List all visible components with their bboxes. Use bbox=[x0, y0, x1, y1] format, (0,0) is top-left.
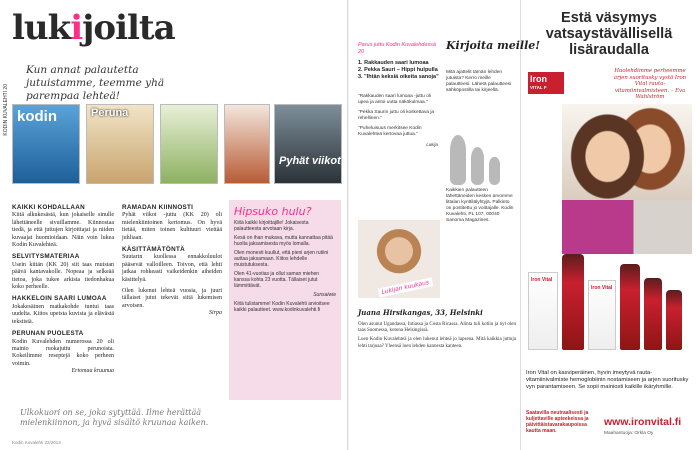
letters-column-1: KAIKKI KOHDALLAAN Kiitä alkukesästä, kun jokaiselle sinulle lähettäneelle sivuillamme. Kiinnostaa tiedä, ja että juttujen kirjoittajat ja niiden kuvaajat huomioidaan. Näin voin lukea Kodin Kuvalehteä. SELVITYSMATERIAA Usein kiitän (KK 20) siit taas muistan päävä kantavakolle. Nopeaa ja selkeää tietoa, joka tukee arkista tiedonhakua koko perheelle. HAKKELOIN SAARI LUMOAA Jokakesäinen matkakohde tuntui taas uudelta. Kiitos upeista kuvista ja elävästä tekstistä. PERUNAN PUOLESTA Kodin Kuvalehden numerossa 20 oli mainio ruokajuttu perunoista. Kokeilimme reseptejä koko perheen voimin. Ertomaa kruunua bbox=[12, 204, 114, 375]
top-list: 1. Rakkauden saari lumoaa 2. Pekka Sauri – Hippi hulpulla 3. "Ihtän keksiä oikeita sanoja" bbox=[358, 60, 439, 80]
page-gutter bbox=[347, 0, 349, 450]
ad-importer: Maahantuoja: Orkla Oy bbox=[604, 431, 654, 436]
write-to-us-title: Kirjoita meille! bbox=[446, 39, 541, 52]
signature: Ertomaa kruunua bbox=[71, 368, 114, 375]
page-footer: Kodin Kuvalehti 22/2013 bbox=[12, 440, 61, 445]
signature: Sirpa bbox=[208, 310, 222, 317]
write-to-us-body: Mitä ajattelit tämän lehden jutuista? Kerro meille palautteesi. Lähetä palautteesi sähköpostilla tai kirjeellä. bbox=[446, 70, 512, 93]
reader-quotes: "Rakkauden saari lumoaa -juttu oli upea ja antoi uutta näkökulmaa." "Pekka Saurin juttu oli koskettava ja rehellinen." "Puheluisuus merkitsee Kodin Kuvalehteä kertovaa juttua." Lukija bbox=[358, 94, 438, 147]
magazine-covers bbox=[12, 104, 342, 184]
reader-box-title: Hipsuko hulu? bbox=[234, 205, 312, 218]
ad-testimonial: Huolehdimme perheemme arjen suoritusky vystä Iron Vital rauta-vitamiinivalmisteen. – Eva Wahlström bbox=[613, 68, 687, 100]
section-lead: Kun annat palautetta jutuistamme, teemme yhä parempaa lehteä! bbox=[26, 64, 165, 102]
product-bottles: Iron Vital Iron Vital bbox=[528, 238, 688, 350]
prize-description: Kaikkien palautteen lähettäneiden kesken arvomme littalan kynttilälyhtyjä. Palkinto on postitettu jo voittajalle. Kodin Kuvalehti, PL 107, 00040 Sanoma Magazines. bbox=[446, 188, 514, 223]
ad-availability: Saatavilla neutraalisesti ja kuljettaville apteekeissa ja päivittäistavarakaupoissa kautta maan. bbox=[526, 410, 589, 434]
vertical-label: KODIN KUVALEHTI 20 bbox=[3, 84, 9, 136]
prize-lamps-image bbox=[444, 130, 516, 185]
ad-headline: Estä väsymys vatsaystävällisellä lisäraudalla bbox=[545, 10, 673, 58]
cover-2: Peruna bbox=[86, 104, 154, 184]
section-logo: lukijoilta bbox=[12, 8, 175, 48]
reader-box: Hipsuko hulu? Kiitä kaikki kirjoittajille! Jokaisesta palautteesta arvotaan kirja. Kesä on ihan mukava, mutta kannattaa pitää huolta jaksamisesta myös lomalla. Olen monesti kuullut, että pieni arjen rutiini auttaa jaksamaan. Kiitos lehdelle muistutuksesta. Olen 41-vuotias ja ollut saman miehen kanssa kohta 23 vuotta. Tällaiset jutut lämmittävät. Sunsaiwie Kiitä tulistamme! Kodin Kuvalehti arvioitsee kaikki palautteet. www.kodinkuvalehti.fi bbox=[229, 200, 341, 400]
ad-divider bbox=[520, 0, 521, 450]
cover-1: kodin bbox=[12, 104, 80, 184]
cover-3 bbox=[160, 104, 218, 184]
cover-5: Pyhät viikot bbox=[274, 104, 342, 184]
reader-name: Juana Hirsikangas, 33, Helsinki bbox=[358, 308, 483, 317]
popular-title: Parus juttu Kodin Kuvalehdessä 20 bbox=[358, 42, 436, 55]
pull-quote: Ulkokuori on se, joka sytyttää. Ilme herättää mielenkiinnon, ja hyvä sisältö kruunaa kaiken. bbox=[20, 408, 209, 427]
reader-stamp: Lukijan kuukaus bbox=[378, 277, 433, 297]
cover-4 bbox=[224, 104, 270, 184]
letters-column-2: RAMADAN KIINNOSTI Pyhät viikot -juttu (KK 20) oli mielenkiintoinen kertomus. On hyvä tietää, miten toinen kulttuuri viettää juhliaan. KÄSITTÄMÄTÖNTÄ Suutarin kuollessa ennakkoluulot pääsevät valloilleen. Toivon, että lehti jatkaa rohkeasti vaikeidenkin aiheiden käsittelyä. Olen lukenut lehteä vuosia, ja juuri tällaiset jutut tekevät siitä lukemisen arvoisen. Sirpa bbox=[122, 204, 222, 317]
brand-logo: Iron VITAL F bbox=[528, 72, 564, 94]
ad-url: www.ironvital.fi bbox=[604, 416, 682, 428]
reader-story: Olen asunut Ugandassa, Intiassa ja Costa Ricassa. Alinta tuli kotiin ja nyt olen taas Suomessa, kotona Helsingissä. Luen Kodin Kuvalehteä ja olen lukenut lehteä jo lapsena. Mitä kaikkia juttuja lehti tarjoaa? Yleensä luen lehden kannesta kanteen. bbox=[358, 322, 516, 349]
ad-body: Iron Vital on kasviperäinen, hyvin imeytyvä rauta-vitamiinivalmiste hemoglobiinin nostamiseen ja arjen suoritusky vyn parantamiseen. Se sopii mainiosti kaikille ikäryhmille. bbox=[526, 370, 689, 391]
